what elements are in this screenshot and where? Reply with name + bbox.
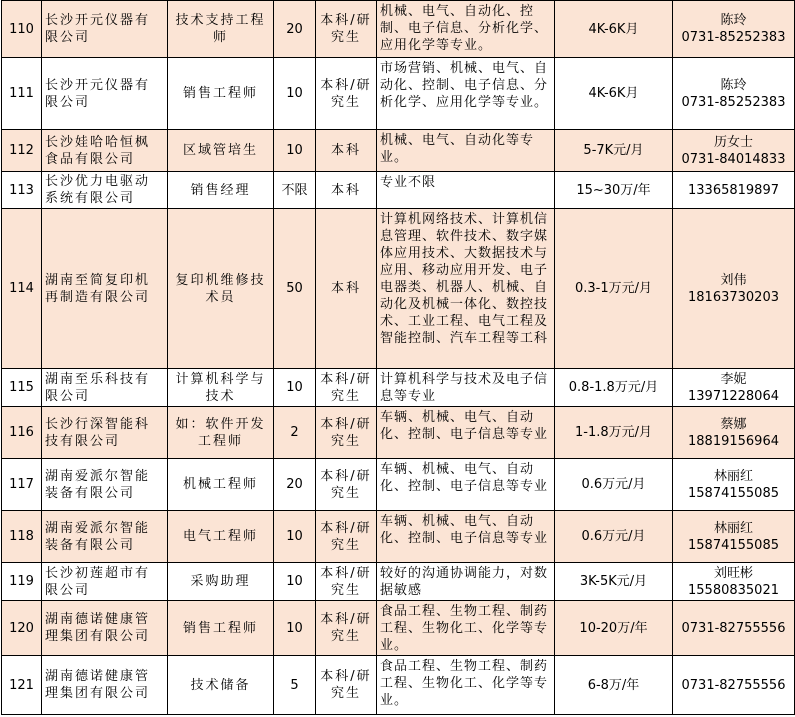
position-title-cell [168, 172, 274, 209]
table-row [2, 130, 795, 172]
salary-cell [555, 563, 673, 601]
company-name: 长沙开元仪器有限公司 [45, 77, 151, 110]
salary: 0.6万元/月 [581, 477, 646, 492]
major-requirement: 车辆、机械、电气、自动化、控制、电子信息等专业 [380, 514, 549, 546]
major-requirement: 专业不限 [380, 175, 437, 190]
salary: 0.6万元/月 [581, 529, 646, 544]
education-requirement-cell [316, 511, 377, 563]
position-title: 机械工程师 [182, 477, 258, 492]
hiring-count: 2 [290, 425, 299, 440]
position-title-cell [168, 511, 274, 563]
company-name-cell [42, 511, 168, 563]
job-listing-table [1, 0, 795, 715]
position-title-cell [168, 1, 274, 58]
position-title-cell [168, 209, 274, 369]
row-number-cell [2, 1, 42, 58]
hiring-count-cell [274, 563, 316, 601]
position-title: 销售工程师 [182, 620, 258, 636]
hiring-count: 5 [290, 677, 299, 693]
row-number-cell [2, 58, 42, 130]
education-requirement-cell [316, 656, 377, 715]
hiring-count-cell [274, 130, 316, 172]
salary: 4K-6K月 [588, 21, 639, 37]
company-name: 长沙行深智能科技有限公司 [45, 416, 151, 449]
hiring-count: 10 [286, 529, 303, 544]
major-requirement-cell [377, 459, 555, 511]
position-title: 采购助理 [190, 574, 251, 589]
education-requirement: 本科 [330, 182, 361, 198]
row-number: 120 [9, 620, 34, 636]
contact-info: 李妮 13971228064 [688, 371, 779, 404]
hiring-count-cell [274, 1, 316, 58]
position-title: 销售经理 [190, 182, 251, 198]
company-name: 湖南至简复印机再制造有限公司 [45, 272, 151, 305]
contact-info: 林丽红 15874155085 [688, 520, 779, 553]
major-requirement: 市场营销、机械、电气、自动化、控制、电子信息、分析化学、应用化学等专业。 [380, 61, 549, 110]
position-title: 计算机科学与技术 [175, 371, 266, 404]
row-number: 112 [9, 143, 34, 158]
company-name-cell [42, 563, 168, 601]
company-name: 湖南德诺健康管理集团有限公司 [45, 669, 151, 701]
table-row [2, 172, 795, 209]
row-number-cell [2, 601, 42, 656]
salary: 4K-6K月 [588, 86, 639, 101]
education-requirement-cell [316, 369, 377, 407]
contact-info: 13365819897 [688, 182, 779, 198]
education-requirement: 本科/研究生 [320, 371, 372, 404]
table-body [2, 1, 795, 715]
major-requirement: 食品工程、生物工程、制药工程、生物化工、化学等专业。 [380, 604, 549, 653]
position-title-cell [168, 459, 274, 511]
contact-info: 蔡娜 18819156964 [688, 416, 779, 449]
hiring-count: 20 [286, 21, 303, 37]
salary: 1-1.8万元/月 [574, 425, 653, 440]
position-title-cell [168, 369, 274, 407]
position-title: 如：软件开发工程师 [175, 416, 266, 449]
company-name-cell [42, 369, 168, 407]
company-name-cell [42, 656, 168, 715]
hiring-count: 10 [286, 574, 303, 589]
table-row [2, 1, 795, 58]
hiring-count: 20 [286, 477, 303, 492]
position-title-cell [168, 563, 274, 601]
hiring-count-cell [274, 601, 316, 656]
table-row [2, 209, 795, 369]
salary-cell [555, 601, 673, 656]
education-requirement: 本科/研究生 [320, 77, 372, 110]
hiring-count-cell [274, 172, 316, 209]
row-number: 119 [9, 574, 34, 589]
education-requirement-cell [316, 209, 377, 369]
salary-cell [555, 1, 673, 58]
education-requirement: 本科/研究生 [320, 612, 372, 644]
education-requirement-cell [316, 563, 377, 601]
company-name-cell [42, 172, 168, 209]
salary-cell [555, 58, 673, 130]
hiring-count-cell [274, 656, 316, 715]
education-requirement-cell [316, 601, 377, 656]
contact-info: 刘旺彬 15580835021 [688, 565, 779, 598]
row-number-cell [2, 407, 42, 459]
contact-info: 林丽红 15874155085 [688, 468, 779, 501]
major-requirement-cell [377, 172, 555, 209]
position-title: 技术支持工程师 [175, 13, 266, 45]
contact-info-cell [673, 369, 795, 407]
table-row [2, 58, 795, 130]
company-name-cell [42, 58, 168, 130]
education-requirement-cell [316, 407, 377, 459]
company-name-cell [42, 130, 168, 172]
position-title: 复印机维修技术员 [175, 272, 266, 305]
hiring-count-cell [274, 407, 316, 459]
major-requirement-cell [377, 209, 555, 369]
education-requirement: 本科 [330, 143, 361, 158]
hiring-count: 10 [286, 620, 303, 636]
hiring-count: 10 [286, 86, 303, 101]
contact-info: 历女士 0731-84014833 [681, 134, 786, 167]
contact-info-cell [673, 563, 795, 601]
salary: 0.3-1万元/月 [574, 281, 653, 296]
education-requirement: 本科/研究生 [320, 416, 372, 449]
position-title: 区域管培生 [182, 143, 258, 158]
major-requirement-cell [377, 130, 555, 172]
hiring-count-cell [274, 209, 316, 369]
row-number: 121 [9, 677, 34, 693]
major-requirement: 车辆、机械、电气、自动化、控制、电子信息等专业 [380, 462, 549, 494]
hiring-count-cell [274, 58, 316, 130]
contact-info: 0731-82755556 [681, 620, 786, 636]
contact-info: 刘伟18163730203 [688, 272, 779, 305]
company-name-cell [42, 209, 168, 369]
salary: 5-7K元/月 [583, 143, 644, 158]
major-requirement: 车辆、机械、电气、自动化、控制、电子信息等专业 [380, 410, 549, 442]
contact-info-cell [673, 1, 795, 58]
hiring-count-cell [274, 511, 316, 563]
table-row [2, 369, 795, 407]
major-requirement-cell [377, 369, 555, 407]
major-requirement-cell [377, 563, 555, 601]
major-requirement-cell [377, 407, 555, 459]
table-row [2, 601, 795, 656]
row-number-cell [2, 459, 42, 511]
salary-cell [555, 209, 673, 369]
hiring-count: 10 [286, 380, 303, 395]
hiring-count-cell [274, 369, 316, 407]
row-number-cell [2, 209, 42, 369]
row-number: 115 [9, 380, 34, 395]
education-requirement: 本科 [330, 281, 361, 296]
contact-info-cell [673, 511, 795, 563]
contact-info-cell [673, 601, 795, 656]
hiring-count: 50 [286, 281, 303, 296]
company-name-cell [42, 459, 168, 511]
education-requirement-cell [316, 172, 377, 209]
salary: 6-8万/年 [587, 677, 640, 693]
contact-info-cell [673, 172, 795, 209]
salary-cell [555, 172, 673, 209]
salary: 15~30万/年 [576, 182, 651, 198]
company-name: 长沙娃哈哈恒枫食品有限公司 [45, 134, 151, 167]
contact-info: 陈玲 0731-85252383 [681, 77, 786, 110]
salary-cell [555, 511, 673, 563]
company-name-cell [42, 1, 168, 58]
company-name: 长沙初莲超市有限公司 [45, 565, 151, 598]
row-number-cell [2, 130, 42, 172]
company-name: 湖南爱派尔智能装备有限公司 [45, 468, 151, 501]
education-requirement: 本科/研究生 [320, 565, 372, 598]
salary-cell [555, 407, 673, 459]
major-requirement: 机械、电气、自动化等专业。 [380, 133, 535, 165]
major-requirement-cell [377, 601, 555, 656]
major-requirement-cell [377, 656, 555, 715]
row-number: 118 [9, 529, 34, 544]
contact-info-cell [673, 407, 795, 459]
contact-info-cell [673, 58, 795, 130]
major-requirement: 机械、电气、自动化、控制、电子信息、分析化学、应用化学等专业。 [380, 4, 549, 53]
hiring-count-cell [274, 459, 316, 511]
position-title-cell [168, 407, 274, 459]
position-title-cell [168, 130, 274, 172]
company-name: 湖南爱派尔智能装备有限公司 [45, 520, 151, 553]
company-name-cell [42, 601, 168, 656]
salary-cell [555, 130, 673, 172]
row-number: 116 [9, 425, 34, 440]
row-number-cell [2, 656, 42, 715]
table-row [2, 563, 795, 601]
row-number: 113 [9, 182, 34, 198]
row-number: 111 [9, 86, 34, 101]
major-requirement: 食品工程、生物工程、制药工程、生物化工、化学等专业。 [380, 659, 549, 708]
education-requirement: 本科/研究生 [320, 669, 372, 701]
row-number-cell [2, 172, 42, 209]
education-requirement: 本科/研究生 [320, 468, 372, 501]
table-row [2, 511, 795, 563]
company-name: 长沙优力电驱动系统有限公司 [45, 174, 151, 206]
row-number: 114 [9, 281, 34, 296]
education-requirement-cell [316, 58, 377, 130]
table-row [2, 656, 795, 715]
contact-info: 0731-82755556 [681, 677, 786, 693]
education-requirement: 本科/研究生 [320, 520, 372, 553]
major-requirement-cell [377, 511, 555, 563]
major-requirement: 计算机网络技术、计算机信息管理、软件技术、数字媒体应用技术、大数据技术与应用、移动应用开发、电子电器类、机器人、机械、自动化及机械一体化、数控技术、工业工程、电气工程及智能控制、汽车工程等工科 [380, 212, 549, 346]
company-name: 长沙开元仪器有限公司 [45, 13, 151, 45]
education-requirement-cell [316, 1, 377, 58]
position-title: 销售工程师 [182, 86, 258, 101]
row-number: 110 [9, 21, 34, 37]
salary: 0.8-1.8万元/月 [568, 380, 659, 395]
position-title-cell [168, 656, 274, 715]
company-name-cell [42, 407, 168, 459]
major-requirement-cell [377, 1, 555, 58]
table-row [2, 459, 795, 511]
position-title-cell [168, 58, 274, 130]
salary: 3K-5K元/月 [579, 574, 648, 589]
education-requirement: 本科/研究生 [320, 13, 372, 45]
contact-info-cell [673, 656, 795, 715]
salary: 10-20万/年 [579, 620, 648, 636]
education-requirement-cell [316, 459, 377, 511]
row-number-cell [2, 563, 42, 601]
major-requirement-cell [377, 58, 555, 130]
table-row [2, 407, 795, 459]
contact-info-cell [673, 130, 795, 172]
row-number: 117 [9, 477, 34, 492]
contact-info-cell [673, 459, 795, 511]
salary-cell [555, 656, 673, 715]
major-requirement: 较好的沟通协调能力，对数据敏感 [380, 566, 549, 598]
education-requirement-cell [316, 130, 377, 172]
row-number-cell [2, 369, 42, 407]
position-title: 技术储备 [190, 677, 251, 693]
company-name: 湖南德诺健康管理集团有限公司 [45, 612, 151, 644]
hiring-count: 10 [286, 143, 303, 158]
major-requirement: 计算机科学与技术及电子信息等专业 [380, 372, 549, 404]
company-name: 湖南至乐科技有限公司 [45, 371, 151, 404]
position-title: 电气工程师 [182, 529, 258, 544]
hiring-count: 不限 [281, 182, 308, 198]
position-title-cell [168, 601, 274, 656]
salary-cell [555, 459, 673, 511]
row-number-cell [2, 511, 42, 563]
contact-info: 陈玲 0731-85252383 [681, 13, 786, 45]
contact-info-cell [673, 209, 795, 369]
salary-cell [555, 369, 673, 407]
